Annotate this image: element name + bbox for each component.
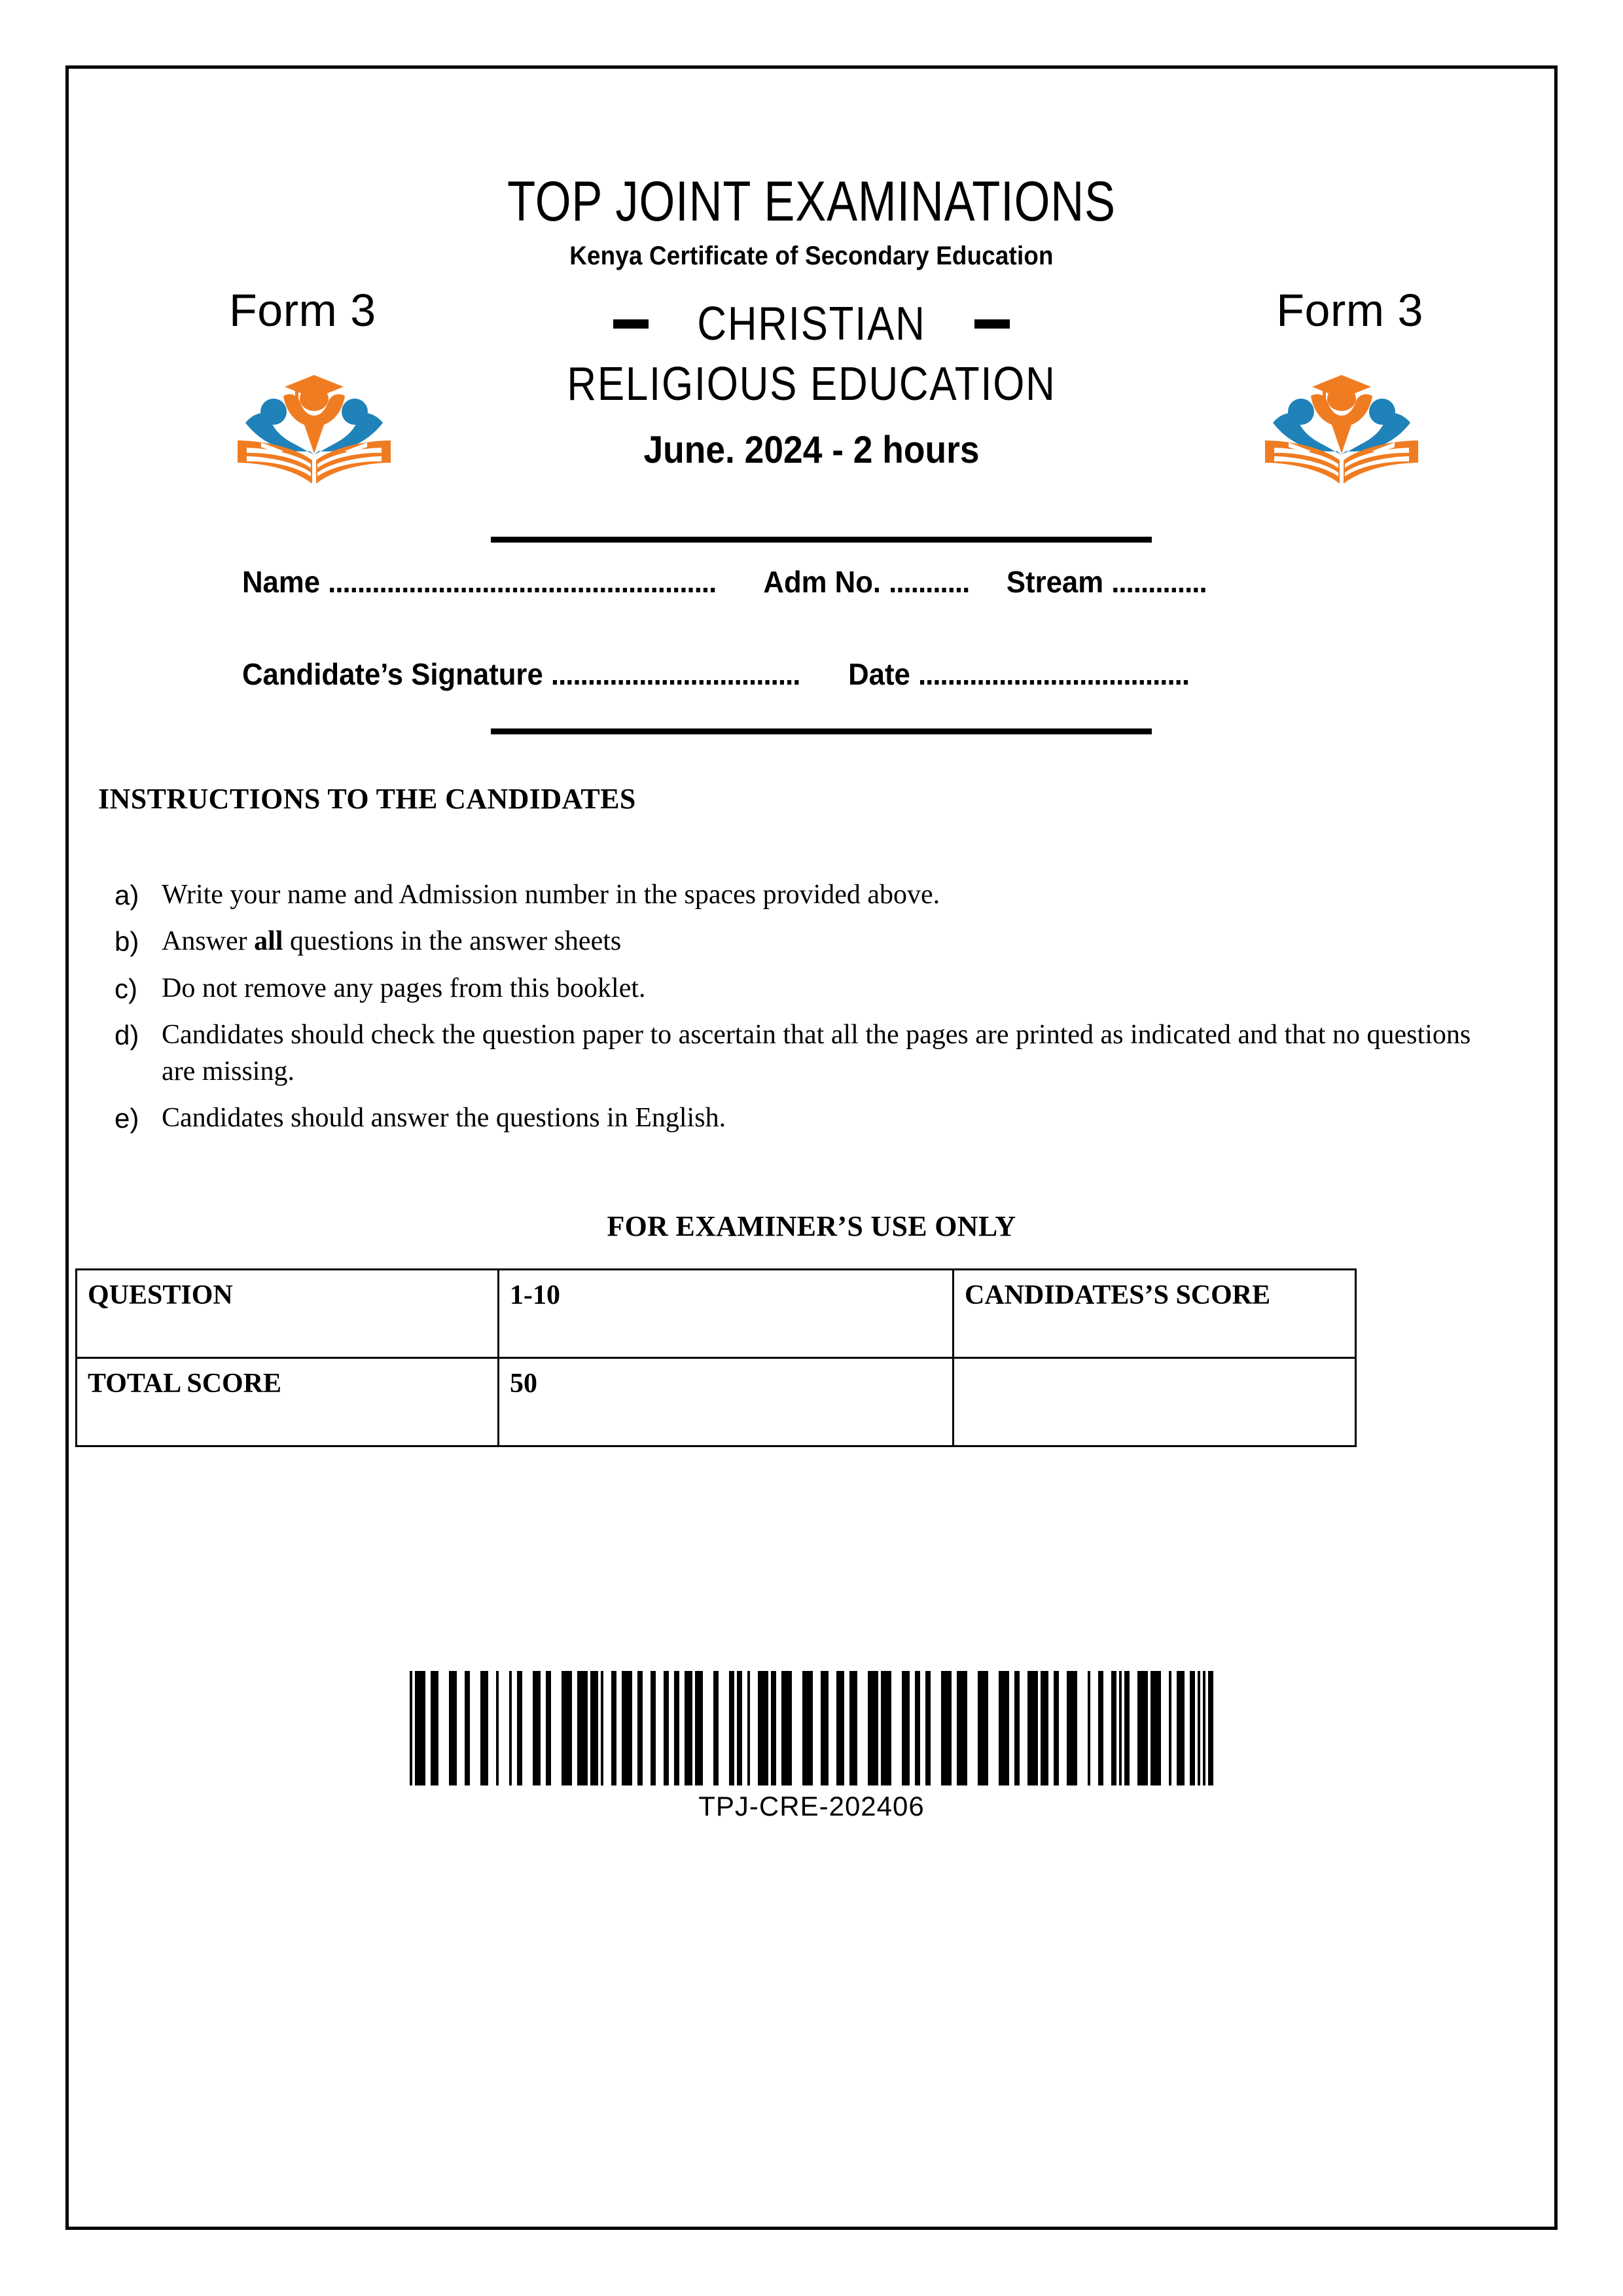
- adm-no-input-dots[interactable]: ...........: [889, 565, 970, 599]
- list-item: [115, 877, 1502, 913]
- list-item-text: Candidates should check the question paper to ascertain that all the pages are printed as indicated and that no questions are missing.: [162, 1020, 1471, 1086]
- barcode-image: [410, 1671, 1213, 1785]
- list-item-text: Write your name and Admission number in the spaces provided above.: [162, 880, 940, 910]
- form-level-right: Form 3: [1276, 285, 1423, 336]
- instructions-heading: INSTRUCTIONS TO THE CANDIDATES: [98, 783, 636, 815]
- session-duration: June. 2024 - 2 hours: [643, 429, 980, 471]
- table-cell-total-score-entry[interactable]: [954, 1358, 1356, 1446]
- dash-left-icon: [613, 319, 649, 329]
- divider-rule-top: [491, 537, 1152, 543]
- date-input-dots[interactable]: .....................................: [918, 657, 1190, 691]
- list-item: [115, 1100, 1502, 1136]
- subject-title-block: [69, 297, 1554, 472]
- list-marker: d): [115, 1020, 139, 1051]
- subject-title-row: [69, 297, 1554, 351]
- form-level-left: Form 3: [229, 285, 376, 336]
- subject-name-line2: RELIGIOUS EDUCATION: [567, 358, 1056, 410]
- name-adm-stream-line: [242, 564, 1423, 600]
- table-cell-question-label: QUESTION: [77, 1270, 499, 1358]
- divider-rule-bottom: [491, 728, 1152, 734]
- stream-input-dots[interactable]: .............: [1111, 565, 1207, 599]
- signature-date-line: [242, 656, 1423, 692]
- dash-right-icon: [974, 319, 1010, 329]
- certificate-subtitle: Kenya Certificate of Secondary Education: [569, 242, 1054, 270]
- list-item: [115, 1017, 1502, 1090]
- name-input-dots[interactable]: .....................................................: [328, 565, 717, 599]
- subject-name-line1: CHRISTIAN: [697, 298, 926, 350]
- list-marker: e): [115, 1103, 139, 1134]
- table-cell-total-label: TOTAL SCORE: [77, 1358, 499, 1446]
- instructions-list: [115, 877, 1502, 1147]
- signature-label: Candidate’s Signature: [242, 657, 543, 691]
- adm-no-label: Adm No.: [763, 565, 882, 599]
- list-marker: c): [115, 973, 137, 1004]
- table-row: [77, 1358, 1356, 1446]
- date-label: Date: [848, 657, 910, 691]
- barcode-block: [0, 1662, 1623, 1822]
- exam-body-title: TOP JOINT EXAMINATIONS: [507, 170, 1116, 233]
- list-item-text: Candidates should answer the questions in English.: [162, 1103, 726, 1134]
- table-cell-score-header: CANDIDATES’S SCORE: [954, 1270, 1356, 1358]
- examiner-section-heading: FOR EXAMINER’S USE ONLY: [607, 1210, 1016, 1242]
- list-item: [115, 924, 1502, 960]
- list-marker: a): [115, 880, 139, 910]
- list-item-text-before: Answer: [162, 926, 255, 957]
- list-marker: b): [115, 926, 139, 958]
- list-item: [115, 971, 1502, 1007]
- table-cell-total-marks: 50: [499, 1358, 954, 1446]
- stream-label: Stream: [1006, 565, 1104, 599]
- list-item-text-after: questions in the answer sheets: [283, 926, 622, 957]
- subject-row: [69, 280, 1554, 476]
- name-label: Name: [242, 565, 321, 599]
- table-cell-question-range: 1-10: [499, 1270, 954, 1358]
- list-item-text: Do not remove any pages from this booklet.: [162, 973, 646, 1003]
- list-item-emphasis: all: [254, 926, 283, 957]
- list-item-text: [162, 924, 1502, 960]
- signature-input-dots[interactable]: ..................................: [550, 657, 800, 691]
- examiner-score-table: [75, 1268, 1357, 1447]
- header-block: [69, 69, 1554, 476]
- barcode-value-label: TPJ-CRE-202406: [698, 1791, 925, 1821]
- table-row: [77, 1270, 1356, 1358]
